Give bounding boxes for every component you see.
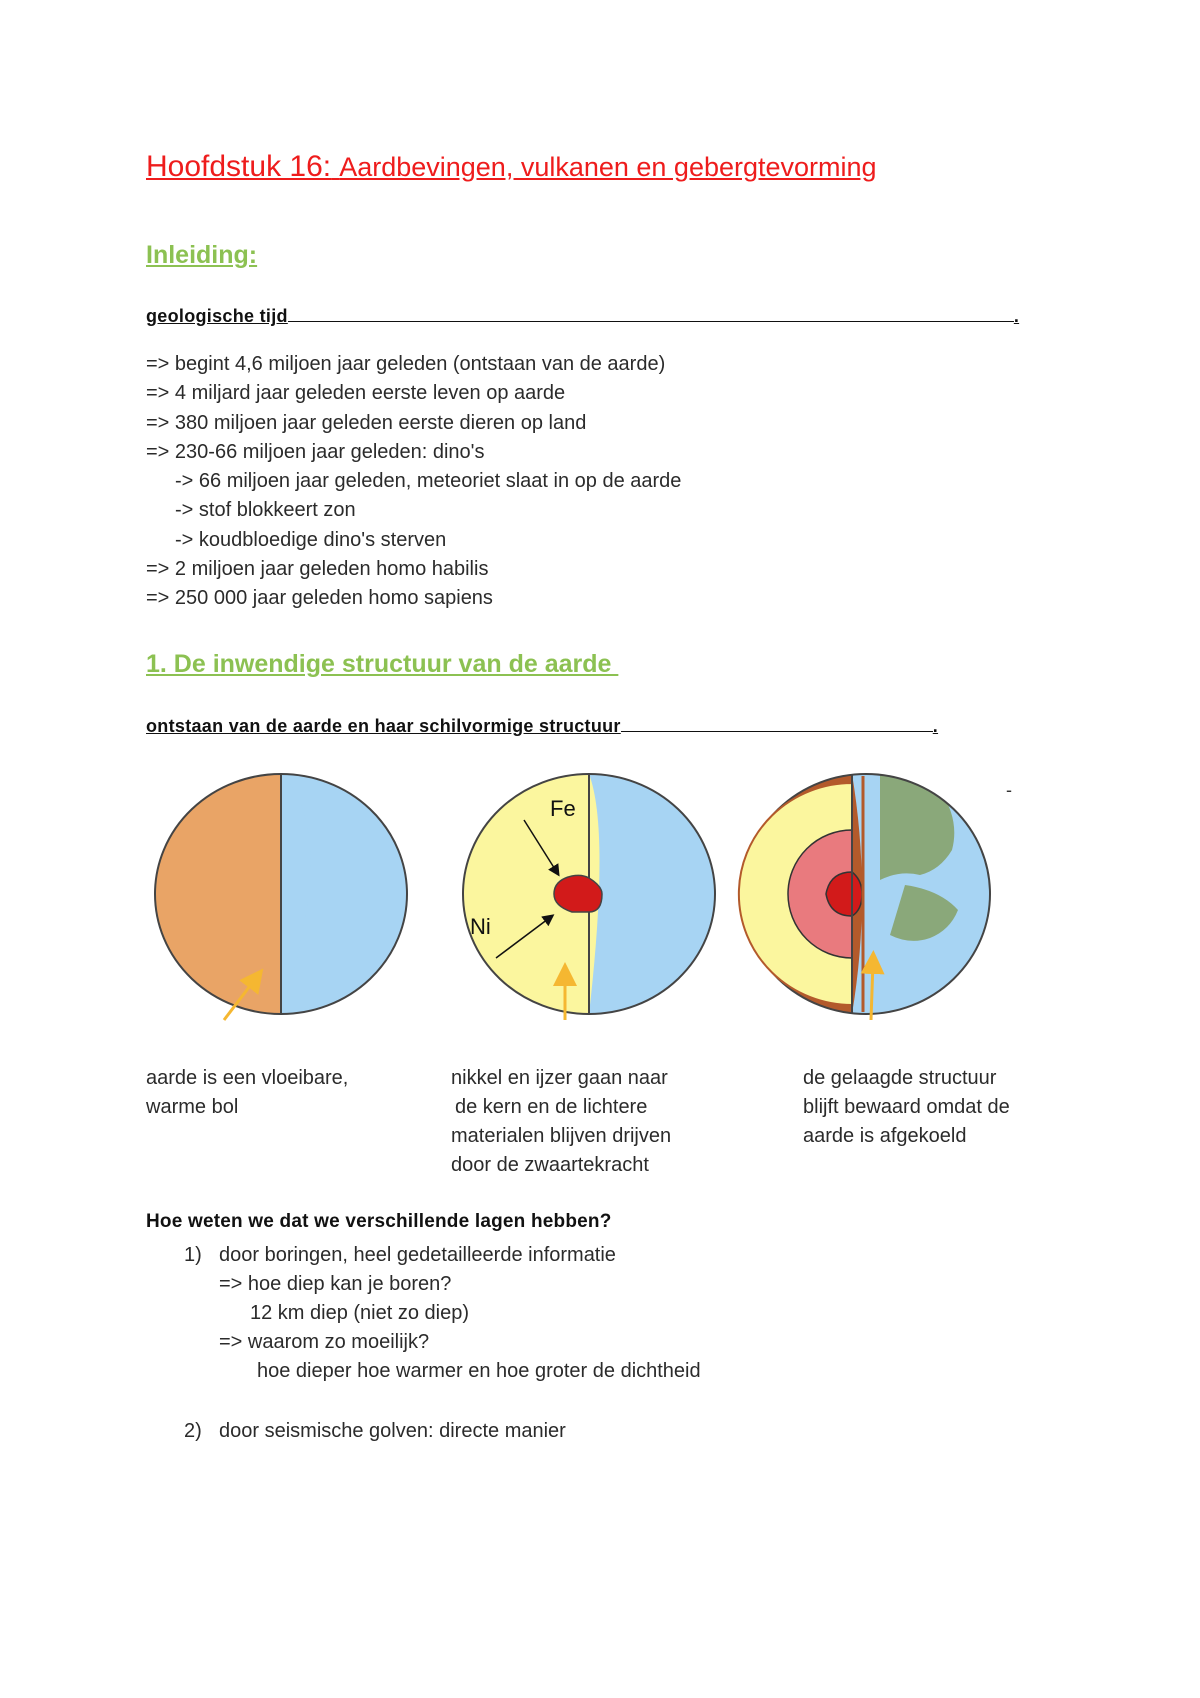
intro-heading: Inleiding: bbox=[146, 241, 258, 269]
earth-formation-diagram bbox=[140, 770, 1020, 1030]
list-item: => 2 miljoen jaar geleden homo habilis bbox=[146, 558, 489, 581]
caption-line: blijft bewaard omdat de bbox=[803, 1096, 1010, 1118]
question-item-2-num: 2) bbox=[184, 1420, 202, 1442]
caption-line: door de zwaartekracht bbox=[451, 1154, 649, 1176]
section-1-subheading-rule bbox=[621, 730, 933, 732]
list-subitem: -> koudbloedige dino's sterven bbox=[175, 528, 447, 551]
caption-line: nikkel en ijzer gaan naar bbox=[451, 1067, 668, 1089]
intro-subheading bbox=[146, 306, 1019, 327]
geologic-time-list bbox=[146, 350, 681, 614]
intro-end-mark: . bbox=[1013, 306, 1020, 326]
list-subitem: -> 66 miljoen jaar geleden, meteoriet slaat in op de aarde bbox=[175, 470, 682, 493]
chapter-number: Hoofdstuk 16: bbox=[146, 150, 332, 183]
question-item-1-text: door boringen, heel gedetailleerde informatie bbox=[219, 1244, 616, 1266]
list-item: => 380 miljoen jaar geleden eerste dieren op land bbox=[146, 411, 587, 434]
question-item-1-num: 1) bbox=[184, 1244, 202, 1266]
section-1-heading: 1. De inwendige structuur van de aarde bbox=[146, 650, 619, 678]
caption-molten-earth bbox=[146, 1064, 348, 1122]
question-subitem: hoe dieper hoe warmer en hoe groter de dichtheid bbox=[257, 1360, 701, 1382]
intro-subheading-text: geologische tijd bbox=[146, 306, 288, 326]
caption-line: aarde is een vloeibare, bbox=[146, 1067, 349, 1089]
caption-line: aarde is afgekoeld bbox=[803, 1125, 967, 1147]
page-title bbox=[146, 150, 877, 184]
sphere-molten-earth bbox=[150, 770, 420, 1030]
caption-line: de kern en de lichtere bbox=[455, 1096, 648, 1118]
section-1-end-mark: . bbox=[932, 716, 939, 736]
caption-line: warme bol bbox=[146, 1096, 239, 1118]
list-item: => 250 000 jaar geleden homo sapiens bbox=[146, 587, 493, 610]
section-1-subheading-text: ontstaan van de aarde en haar schilvormige structuur bbox=[146, 716, 621, 736]
caption-differentiation bbox=[451, 1064, 671, 1180]
question-item-2-text: door seismische golven: directe manier bbox=[219, 1420, 566, 1442]
label-ni: Ni bbox=[470, 914, 491, 939]
margin-mark: - bbox=[1006, 780, 1012, 800]
question-subitem: => waarom zo moeilijk? bbox=[219, 1331, 430, 1353]
question-heading: Hoe weten we dat we verschillende lagen hebben? bbox=[146, 1211, 612, 1232]
caption-line: de gelaagde structuur bbox=[803, 1067, 997, 1089]
caption-layered-earth bbox=[803, 1064, 1010, 1151]
intro-subheading-rule bbox=[288, 320, 1014, 322]
sphere-layered-earth bbox=[739, 770, 1000, 1030]
list-item: => 230-66 miljoen jaar geleden: dino's bbox=[146, 440, 485, 463]
caption-line: materialen blijven drijven bbox=[451, 1125, 672, 1147]
section-1-subheading bbox=[146, 716, 938, 737]
list-item: => 4 miljard jaar geleden eerste leven op aarde bbox=[146, 382, 566, 405]
sphere-differentiation bbox=[460, 770, 720, 1030]
chapter-subject: Aardbevingen, vulkanen en gebergtevorming bbox=[339, 152, 877, 182]
question-subitem: => hoe diep kan je boren? bbox=[219, 1273, 452, 1295]
label-fe: Fe bbox=[550, 796, 576, 821]
question-subitem: 12 km diep (niet zo diep) bbox=[250, 1302, 470, 1324]
list-item: => begint 4,6 miljoen jaar geleden (ontstaan van de aarde) bbox=[146, 353, 666, 375]
list-subitem: -> stof blokkeert zon bbox=[175, 499, 356, 522]
